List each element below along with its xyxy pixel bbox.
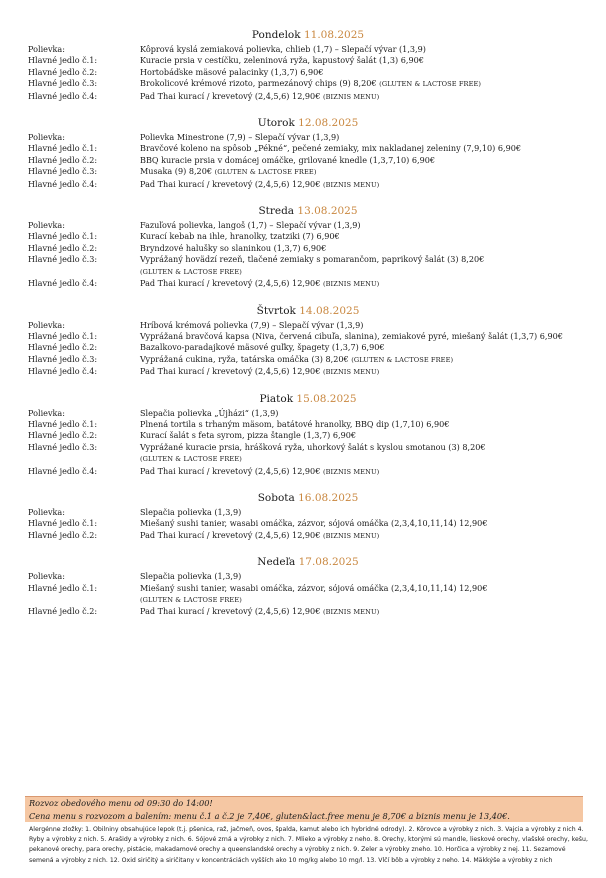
course-label: Hlavné jedlo č.3: — [28, 78, 98, 89]
course-label: Hlavné jedlo č.2: — [28, 242, 98, 253]
course-label: Polievka: — [28, 220, 65, 231]
dish-description — [140, 78, 588, 90]
menu-row — [28, 571, 588, 582]
menu-note: (GLUTEN & LACTOSE FREE) — [351, 355, 454, 364]
dish-text: Slepačia polievka „Újházi“ (1,3,9) — [140, 407, 279, 418]
day-section — [28, 392, 588, 478]
dish-description — [140, 231, 588, 242]
menu-row — [28, 466, 588, 478]
menu-row — [28, 67, 588, 78]
course-label: Hlavné jedlo č.4: — [28, 366, 98, 377]
dish-description — [140, 320, 588, 331]
menu-row — [28, 530, 588, 542]
course-label: Hlavné jedlo č.2: — [28, 66, 98, 77]
dish-description — [140, 354, 588, 366]
dish-description — [140, 507, 588, 518]
weekly-menu — [28, 28, 588, 632]
dish-description — [140, 143, 588, 154]
day-date: 12.08.2025 — [298, 117, 359, 130]
menu-note: (BIZNIS MENU) — [322, 92, 380, 101]
course-label: Hlavné jedlo č.2: — [28, 342, 98, 353]
course-label: Polievka: — [28, 319, 65, 330]
day-section — [28, 304, 588, 379]
course-label: Polievka: — [28, 506, 65, 517]
day-heading — [28, 116, 588, 130]
menu-note: (BIZNIS MENU) — [322, 467, 380, 476]
day-section — [28, 491, 588, 542]
course-label: Hlavné jedlo č.4: — [28, 90, 98, 101]
day-date: 11.08.2025 — [303, 29, 365, 41]
dish-description — [140, 331, 588, 342]
dish-description — [140, 132, 588, 143]
course-label: Polievka: — [28, 571, 65, 582]
dish-text: Polievka Minestrone (7,9) – Slepačí vývar (1,3,9) — [140, 132, 340, 143]
dish-text: Pad Thai kurací / krevetový (2,4,5,6) 12,90€ — [140, 366, 321, 377]
menu-row — [28, 179, 588, 191]
day-date: 15.08.2025 — [296, 392, 357, 405]
course-label: Hlavné jedlo č.4: — [28, 278, 98, 289]
course-label: Hlavné jedlo č.2: — [28, 154, 98, 165]
dish-description — [140, 366, 588, 378]
delivery-hours: Rozvoz obedového menu od 09:30 do 14:00! — [29, 798, 213, 808]
dish-text: Slepačia polievka (1,3,9) — [140, 571, 242, 582]
dish-text: Vyprážaná cukina, ryža, tatárska omáčka (3) 8,20€ — [140, 353, 349, 364]
day-heading — [28, 204, 588, 218]
dish-description — [140, 91, 588, 103]
menu-row — [28, 91, 588, 103]
dish-text: Kurací šalát s feta syrom, pizza štangle (1,3,7) 6,90€ — [140, 430, 357, 441]
course-label: Polievka: — [28, 44, 65, 54]
menu-row — [28, 366, 588, 378]
dish-description — [140, 518, 588, 529]
menu-note: (GLUTEN & LACTOSE FREE) — [140, 596, 242, 604]
menu-row — [28, 278, 588, 290]
dish-description — [140, 530, 588, 542]
allergen-legend: Alergénne zložky: 1. Obilniny obsahujúce lepok (t.j. pšenica, raž, jačmeň, ovos, špalda, kamut alebo ich hybridné odrody). 2. Kôrovce a výrobky z nich. 3. Vajcia a výrobky z nich 4. Ryby a výrobky z nich. 5. Arašidy a výrobky z nich. 6. Sójové zrná a výrobky z nich. 7. Mlieko a výrobky z neho. 8. Orechy, ktorými sú mandle, lieskové orechy, vlašské orechy, kešu, pekanové orechy, para orechy, pistácie, makadamové orechy a queenslandské orechy a výrobky z nich. 9. Zeler a výrobky zneho. 10. Horčica a výrobky z nej. 11. Sezamové semená a výrobky z nich. 12. Oxid siričitý a siričitany v koncentráciách vyšších ako 10 mg/kg alebo 10 mg/l. 13. Vlčí bôb a výrobky z neho. 14. Mäkkýše a výrobky z nich — [29, 826, 588, 864]
dish-description — [140, 408, 588, 419]
day-heading — [28, 491, 588, 505]
dish-description — [140, 220, 588, 231]
menu-row — [28, 583, 588, 607]
course-label: Hlavné jedlo č.1: — [28, 231, 98, 242]
day-heading — [28, 304, 588, 318]
dish-description — [140, 466, 588, 478]
dish-text: Miešaný sushi tanier, wasabi omáčka, zázvor, sójová omáčka (2,3,4,10,11,14) 12,90€ — [140, 518, 488, 529]
dish-text: Musaka (9) 8,20€ — [140, 166, 212, 177]
day-date: 13.08.2025 — [297, 205, 358, 218]
menu-row — [28, 132, 588, 143]
course-label: Hlavné jedlo č.3: — [28, 254, 98, 265]
menu-row — [28, 55, 588, 66]
delivery-info-box — [25, 796, 583, 822]
dish-text: Hortobáďske mäsové palacinky (1,3,7) 6,90€ — [140, 66, 324, 77]
day-name: Streda — [258, 205, 295, 218]
dish-text: Slepačia polievka (1,3,9) — [140, 506, 242, 517]
course-label: Hlavné jedlo č.1: — [28, 582, 98, 593]
day-date: 14.08.2025 — [299, 304, 360, 317]
dish-description — [140, 571, 588, 582]
menu-note: (BIZNIS MENU) — [322, 368, 380, 377]
course-label: Hlavné jedlo č.2: — [28, 606, 98, 617]
dish-text: Miešaný sushi tanier, wasabi omáčka, zázvor, sójová omáčka (2,3,4,10,11,14) 12,90€ — [140, 582, 488, 593]
dish-text: Pad Thai kurací / krevetový (2,4,5,6) 12,90€ — [140, 178, 321, 189]
course-label: Hlavné jedlo č.1: — [28, 330, 98, 341]
dish-text: Kurací kebab na ihle, hranolky, tzatziki (7) 6,90€ — [140, 231, 340, 242]
dish-description — [140, 254, 588, 278]
course-label: Hlavné jedlo č.1: — [28, 143, 98, 154]
dish-description — [140, 583, 588, 607]
dish-description — [140, 243, 588, 254]
dish-description — [140, 44, 588, 55]
course-label: Polievka: — [28, 132, 65, 143]
menu-note: (BIZNIS MENU) — [322, 280, 380, 289]
dish-text: Vyprážané kuracie prsia, hrášková ryža, uhorkový šalát s kyslou smotanou (3) 8,20€ — [140, 441, 486, 452]
menu-note: (GLUTEN & LACTOSE FREE) — [140, 455, 242, 464]
menu-note: (GLUTEN & LACTOSE FREE) — [140, 267, 242, 276]
dish-text: Pad Thai kurací / krevetový (2,4,5,6) 12,90€ — [140, 606, 321, 617]
menu-row — [28, 408, 588, 419]
course-label: Polievka: — [28, 407, 65, 418]
dish-description — [140, 419, 588, 430]
course-label: Hlavné jedlo č.1: — [28, 518, 98, 529]
dish-description — [140, 606, 588, 618]
menu-note: (GLUTEN & LACTOSE FREE) — [379, 80, 482, 89]
dish-text: Fazuľová polievka, langoš (1,7) – Slepačí vývar (1,3,9) — [140, 220, 361, 231]
course-label: Hlavné jedlo č.3: — [28, 441, 98, 452]
dish-description — [140, 155, 588, 166]
dish-text: Pad Thai kurací / krevetový (2,4,5,6) 12,90€ — [140, 465, 321, 476]
dish-text: Bryndzové halušky so slaninkou (1,3,7) 6,90€ — [140, 242, 327, 253]
dish-text: Plnená tortila s trhaným mäsom, batátové hranolky, BBQ dip (1,7,10) 6,90€ — [140, 418, 450, 429]
dish-description — [140, 166, 588, 178]
dish-description — [140, 67, 588, 78]
menu-note: (GLUTEN & LACTOSE FREE) — [214, 168, 317, 177]
menu-row — [28, 342, 588, 353]
course-label: Hlavné jedlo č.4: — [28, 465, 98, 476]
menu-row — [28, 430, 588, 441]
course-label: Hlavné jedlo č.4: — [28, 178, 98, 189]
dish-description — [140, 55, 588, 66]
menu-note: (BIZNIS MENU) — [322, 531, 380, 540]
day-date: 16.08.2025 — [298, 491, 359, 504]
course-label: Hlavné jedlo č.2: — [28, 529, 98, 540]
menu-row — [28, 220, 588, 231]
menu-row — [28, 166, 588, 178]
menu-row — [28, 518, 588, 529]
dish-text: Kôprová kyslá zemiaková polievka, chlieb (1,7) – Slepačí vývar (1,3,9) — [140, 44, 426, 54]
dish-description — [140, 179, 588, 191]
menu-row — [28, 442, 588, 466]
day-section — [28, 116, 588, 191]
day-heading — [28, 392, 588, 406]
dish-text: Hríbová krémová polievka (7,9) – Slepačí vývar (1,3,9) — [140, 319, 364, 330]
dish-text: Bazalkovo-paradajkové mäsové guľky, špagety (1,3,7) 6,90€ — [140, 342, 385, 353]
course-label: Hlavné jedlo č.3: — [28, 353, 98, 364]
day-name: Sobota — [257, 491, 295, 504]
course-label: Hlavné jedlo č.2: — [28, 430, 98, 441]
menu-row — [28, 606, 588, 618]
menu-row — [28, 231, 588, 242]
dish-text: Pad Thai kurací / krevetový (2,4,5,6) 12,90€ — [140, 529, 321, 540]
menu-row — [28, 78, 588, 90]
menu-row — [28, 419, 588, 430]
menu-note: (BIZNIS MENU) — [322, 180, 380, 189]
day-section — [28, 555, 588, 619]
menu-row — [28, 254, 588, 278]
dish-text: BBQ kuracie prsia v domácej omáčke, grilované knedle (1,3,7,10) 6,90€ — [140, 154, 436, 165]
day-heading — [28, 555, 588, 569]
menu-row — [28, 507, 588, 518]
dish-description — [140, 342, 588, 353]
course-label: Hlavné jedlo č.3: — [28, 166, 98, 177]
menu-row — [28, 44, 588, 55]
dish-text: Vyprážaný hovädzí rezeň, tlačené zemiaky s pomarančom, paprikový šalát (3) 8,20€ — [140, 254, 485, 265]
menu-row — [28, 354, 588, 366]
day-heading — [28, 28, 588, 42]
dish-description — [140, 278, 588, 290]
day-date: 17.08.2025 — [298, 556, 359, 569]
day-name: Štvrtok — [256, 304, 296, 317]
day-name: Piatok — [259, 392, 294, 405]
dish-text: Kuracie prsia v cestíčku, zeleninová ryža, kapustový šalát (1,3) 6,90€ — [140, 55, 424, 66]
day-name: Pondelok — [251, 29, 301, 41]
course-label: Hlavné jedlo č.1: — [28, 55, 98, 66]
dish-description — [140, 442, 588, 466]
menu-row — [28, 320, 588, 331]
menu-row — [28, 243, 588, 254]
day-section — [28, 28, 588, 103]
menu-row — [28, 155, 588, 166]
dish-text: Brokolicové krémové rizoto, parmezánový chips (9) 8,20€ — [140, 78, 377, 89]
day-name: Nedeľa — [257, 556, 296, 569]
menu-note: (BIZNIS MENU) — [322, 608, 380, 617]
menu-prices: Cena menu s rozvozom a balením: menu č.1 a č.2 je 7,40€, gluten&lact.free menu je 8,70€ a biznis menu je 13,40€. — [29, 810, 510, 821]
menu-row — [28, 143, 588, 154]
menu-row — [28, 331, 588, 342]
dish-text: Vyprážaná bravčová kapsa (Niva, červená cibuľa, slanina), zemiakové pyré, miešaný šalát (1,3,7) 6,90€ — [140, 330, 563, 341]
dish-text: Pad Thai kurací / krevetový (2,4,5,6) 12,90€ — [140, 278, 321, 289]
dish-text: Pad Thai kurací / krevetový (2,4,5,6) 12,90€ — [140, 90, 321, 101]
dish-text: Bravčové koleno na spôsob „Pékné“, pečené zemiaky, mix nakladanej zeleniny (7,9,10) 6,90€ — [140, 143, 522, 154]
course-label: Hlavné jedlo č.1: — [28, 418, 98, 429]
day-section — [28, 204, 588, 290]
dish-description — [140, 430, 588, 441]
day-name: Utorok — [257, 117, 295, 130]
